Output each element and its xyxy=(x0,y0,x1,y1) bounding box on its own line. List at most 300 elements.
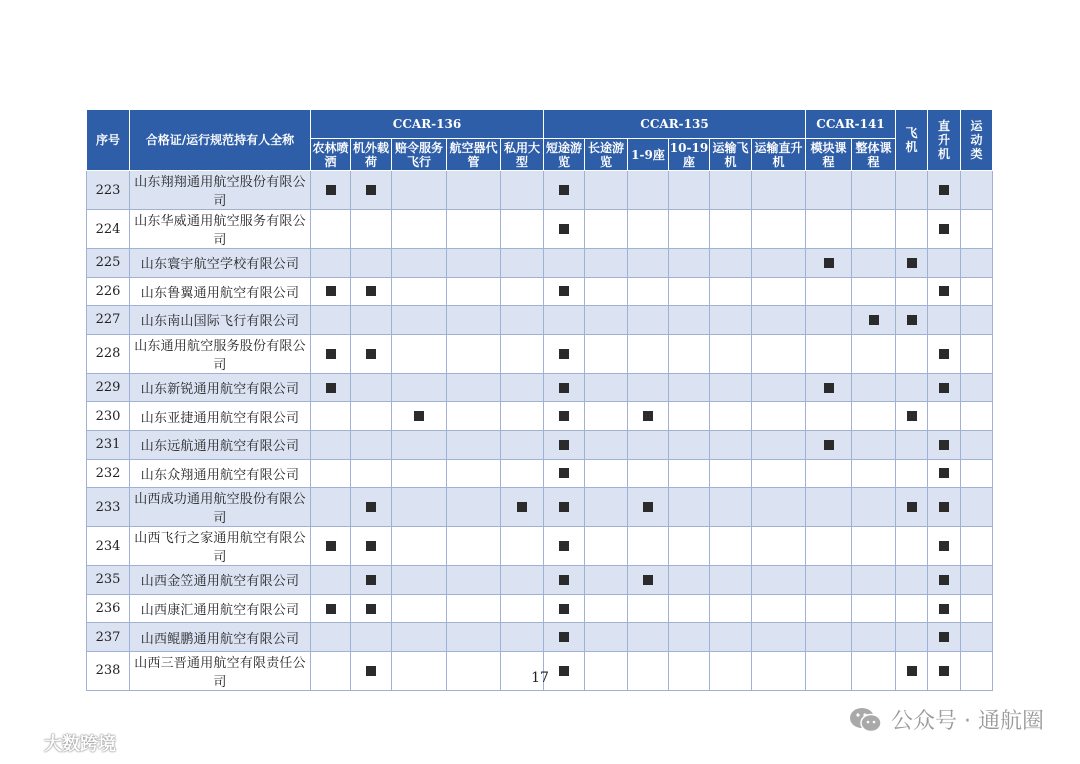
check-square-icon xyxy=(414,411,424,421)
row-cell xyxy=(351,306,392,335)
row-cell xyxy=(806,277,852,306)
watermark-left-text: 大数跨境 xyxy=(44,734,116,755)
check-square-icon xyxy=(326,383,336,393)
check-square-icon xyxy=(824,258,834,268)
certificate-table xyxy=(86,109,993,691)
row-cell xyxy=(392,594,447,623)
check-square-icon xyxy=(326,604,336,614)
table-row xyxy=(87,594,993,623)
row-cell xyxy=(351,249,392,278)
row-index: 237 xyxy=(87,623,130,652)
row-cell xyxy=(806,459,852,488)
row-cell xyxy=(852,249,896,278)
row-index: 223 xyxy=(87,171,130,210)
table-row xyxy=(87,430,993,459)
row-cell xyxy=(447,566,501,595)
row-cell xyxy=(752,459,806,488)
row-cell xyxy=(392,430,447,459)
check-square-icon xyxy=(939,575,949,585)
row-cell xyxy=(447,373,501,402)
row-cell xyxy=(501,249,544,278)
row-cell xyxy=(896,459,928,488)
row-cell xyxy=(961,566,993,595)
subheader-sub_135-5: 运输直升机 xyxy=(752,139,806,171)
row-cell xyxy=(752,334,806,373)
row-cell xyxy=(669,594,710,623)
row-company-name: 山东通用航空服务股份有限公司 xyxy=(130,334,311,373)
row-cell xyxy=(710,527,752,566)
row-cell xyxy=(928,566,961,595)
row-cell xyxy=(752,210,806,249)
row-cell xyxy=(669,488,710,527)
row-cell xyxy=(710,249,752,278)
row-cell xyxy=(896,527,928,566)
row-cell xyxy=(544,527,585,566)
row-index: 229 xyxy=(87,373,130,402)
check-square-icon xyxy=(366,575,376,585)
row-cell xyxy=(351,488,392,527)
check-square-icon xyxy=(559,604,569,614)
row-cell xyxy=(928,210,961,249)
row-cell xyxy=(447,527,501,566)
row-cell xyxy=(710,277,752,306)
wechat-icon xyxy=(849,706,883,734)
row-cell xyxy=(585,488,628,527)
row-cell xyxy=(806,527,852,566)
row-company-name: 山西康汇通用航空有限公司 xyxy=(130,594,311,623)
row-cell xyxy=(752,306,806,335)
row-cell xyxy=(806,594,852,623)
row-cell xyxy=(961,402,993,431)
row-cell xyxy=(447,459,501,488)
row-cell xyxy=(752,566,806,595)
row-cell xyxy=(351,594,392,623)
check-square-icon xyxy=(939,349,949,359)
row-cell xyxy=(501,306,544,335)
row-cell xyxy=(447,430,501,459)
check-square-icon xyxy=(907,411,917,421)
header-group-ccar136: CCAR-136 xyxy=(311,110,544,139)
check-square-icon xyxy=(326,541,336,551)
table-row xyxy=(87,623,993,652)
row-cell xyxy=(447,277,501,306)
check-square-icon xyxy=(366,604,376,614)
row-cell xyxy=(544,171,585,210)
row-cell xyxy=(961,527,993,566)
row-cell xyxy=(311,459,351,488)
row-cell xyxy=(585,277,628,306)
row-cell xyxy=(447,334,501,373)
row-index: 230 xyxy=(87,402,130,431)
row-cell xyxy=(669,430,710,459)
row-cell xyxy=(710,373,752,402)
row-cell xyxy=(628,249,669,278)
row-cell xyxy=(806,488,852,527)
row-cell xyxy=(710,459,752,488)
row-cell xyxy=(896,373,928,402)
check-square-icon xyxy=(643,575,653,585)
row-cell xyxy=(311,171,351,210)
row-cell xyxy=(752,277,806,306)
row-company-name: 山西成功通用航空股份有限公司 xyxy=(130,488,311,527)
row-cell xyxy=(544,430,585,459)
row-cell xyxy=(311,527,351,566)
row-cell xyxy=(544,594,585,623)
row-cell xyxy=(585,430,628,459)
row-cell xyxy=(311,594,351,623)
row-cell xyxy=(628,527,669,566)
row-cell xyxy=(392,334,447,373)
row-cell xyxy=(351,277,392,306)
row-cell xyxy=(752,527,806,566)
row-cell xyxy=(628,459,669,488)
table-row xyxy=(87,459,993,488)
row-cell xyxy=(311,566,351,595)
row-company-name: 山东亚捷通用航空有限公司 xyxy=(130,402,311,431)
row-cell xyxy=(585,402,628,431)
row-company-name: 山西飞行之家通用航空有限公司 xyxy=(130,527,311,566)
check-square-icon xyxy=(326,349,336,359)
check-square-icon xyxy=(939,383,949,393)
row-company-name: 山西金笠通用航空有限公司 xyxy=(130,566,311,595)
row-cell xyxy=(961,459,993,488)
row-cell xyxy=(752,373,806,402)
row-cell xyxy=(961,171,993,210)
check-square-icon xyxy=(326,286,336,296)
check-square-icon xyxy=(326,185,336,195)
row-cell xyxy=(628,402,669,431)
row-cell xyxy=(311,623,351,652)
row-cell xyxy=(806,334,852,373)
row-cell xyxy=(392,488,447,527)
row-cell xyxy=(806,430,852,459)
row-cell xyxy=(501,488,544,527)
check-square-icon xyxy=(939,185,949,195)
row-cell xyxy=(669,334,710,373)
row-cell xyxy=(896,277,928,306)
row-cell xyxy=(544,334,585,373)
row-cell xyxy=(752,623,806,652)
row-cell xyxy=(961,334,993,373)
row-cell xyxy=(544,488,585,527)
subheader-sub_135-2: 1-9座 xyxy=(628,139,669,171)
row-cell xyxy=(928,334,961,373)
subheader-sub_136-1: 机外载荷 xyxy=(351,139,392,171)
row-cell xyxy=(669,402,710,431)
check-square-icon xyxy=(907,502,917,512)
row-cell xyxy=(501,210,544,249)
check-square-icon xyxy=(907,315,917,325)
table-row xyxy=(87,306,993,335)
header-sport: 运动类 xyxy=(961,110,993,171)
check-square-icon xyxy=(559,383,569,393)
table-row xyxy=(87,373,993,402)
row-cell xyxy=(392,171,447,210)
row-cell xyxy=(669,306,710,335)
row-cell xyxy=(544,402,585,431)
row-cell xyxy=(311,306,351,335)
row-cell xyxy=(501,277,544,306)
check-square-icon xyxy=(366,185,376,195)
row-company-name: 山东南山国际飞行有限公司 xyxy=(130,306,311,335)
watermark-left xyxy=(10,730,116,756)
row-cell xyxy=(628,594,669,623)
row-cell xyxy=(447,623,501,652)
row-company-name: 山西鲲鹏通用航空有限公司 xyxy=(130,623,311,652)
row-cell xyxy=(806,373,852,402)
subheader-sub_136-2: 赔令服务飞行 xyxy=(392,139,447,171)
check-square-icon xyxy=(366,541,376,551)
row-cell xyxy=(311,334,351,373)
row-cell xyxy=(896,430,928,459)
check-square-icon xyxy=(939,224,949,234)
row-cell xyxy=(392,566,447,595)
row-cell xyxy=(669,249,710,278)
row-cell xyxy=(669,527,710,566)
row-cell xyxy=(710,210,752,249)
check-square-icon xyxy=(559,575,569,585)
row-cell xyxy=(585,373,628,402)
row-cell xyxy=(852,373,896,402)
check-square-icon xyxy=(559,541,569,551)
row-cell xyxy=(392,306,447,335)
check-square-icon xyxy=(869,315,879,325)
row-cell xyxy=(585,623,628,652)
row-cell xyxy=(896,594,928,623)
row-index: 231 xyxy=(87,430,130,459)
row-cell xyxy=(501,430,544,459)
subheader-sub_135-3: 10-19座 xyxy=(669,140,709,169)
row-cell xyxy=(585,594,628,623)
row-cell xyxy=(710,488,752,527)
row-index: 232 xyxy=(87,459,130,488)
header-group-ccar141: CCAR-141 xyxy=(806,110,896,139)
row-cell xyxy=(351,430,392,459)
row-cell xyxy=(669,373,710,402)
row-index: 234 xyxy=(87,527,130,566)
row-cell xyxy=(852,594,896,623)
row-company-name: 山东华威通用航空服务有限公司 xyxy=(130,210,311,249)
row-cell xyxy=(928,594,961,623)
row-cell xyxy=(311,249,351,278)
row-cell xyxy=(501,594,544,623)
row-cell xyxy=(544,566,585,595)
row-cell xyxy=(351,459,392,488)
row-cell xyxy=(628,566,669,595)
check-square-icon xyxy=(366,349,376,359)
row-cell xyxy=(669,277,710,306)
row-cell xyxy=(628,334,669,373)
subheader-sub_136-0: 农林喷洒 xyxy=(312,140,349,169)
row-cell xyxy=(928,171,961,210)
row-cell xyxy=(501,566,544,595)
row-cell xyxy=(710,402,752,431)
check-square-icon xyxy=(559,502,569,512)
row-cell xyxy=(961,373,993,402)
row-cell xyxy=(351,171,392,210)
row-cell xyxy=(392,527,447,566)
row-cell xyxy=(392,249,447,278)
table-row xyxy=(87,566,993,595)
row-index: 233 xyxy=(87,488,130,527)
table-row xyxy=(87,277,993,306)
row-cell xyxy=(928,402,961,431)
subheader-sub_141-0: 模块课程 xyxy=(806,139,852,171)
row-cell xyxy=(852,459,896,488)
row-cell xyxy=(544,210,585,249)
row-cell xyxy=(447,306,501,335)
row-company-name: 山东鲁翼通用航空有限公司 xyxy=(130,277,311,306)
row-cell xyxy=(928,527,961,566)
row-cell xyxy=(669,210,710,249)
row-cell xyxy=(501,623,544,652)
row-cell xyxy=(928,306,961,335)
row-cell xyxy=(961,210,993,249)
row-cell xyxy=(852,334,896,373)
check-square-icon xyxy=(559,349,569,359)
row-cell xyxy=(351,527,392,566)
row-cell xyxy=(311,402,351,431)
watermark-right-text: 公众号 · 通航圈 xyxy=(891,709,1044,734)
row-cell xyxy=(447,210,501,249)
row-cell xyxy=(928,249,961,278)
row-index: 238 xyxy=(87,651,130,690)
row-cell xyxy=(852,277,896,306)
row-cell xyxy=(752,171,806,210)
row-cell xyxy=(669,623,710,652)
row-cell xyxy=(961,277,993,306)
table-body xyxy=(87,171,993,691)
page-number: 17 xyxy=(531,670,549,686)
table-row xyxy=(87,249,993,278)
row-cell xyxy=(585,249,628,278)
check-square-icon xyxy=(824,383,834,393)
row-cell xyxy=(806,623,852,652)
row-cell xyxy=(501,459,544,488)
row-cell xyxy=(544,306,585,335)
row-cell xyxy=(896,566,928,595)
row-cell xyxy=(806,566,852,595)
row-cell xyxy=(669,171,710,210)
row-cell xyxy=(806,402,852,431)
check-square-icon xyxy=(939,632,949,642)
row-cell xyxy=(311,373,351,402)
row-cell xyxy=(710,334,752,373)
row-cell xyxy=(585,459,628,488)
table-row xyxy=(87,210,993,249)
row-cell xyxy=(628,373,669,402)
row-cell xyxy=(928,373,961,402)
row-cell xyxy=(351,373,392,402)
row-cell xyxy=(896,402,928,431)
row-cell xyxy=(669,459,710,488)
row-cell xyxy=(710,430,752,459)
check-square-icon xyxy=(643,502,653,512)
row-cell xyxy=(447,594,501,623)
row-cell xyxy=(852,171,896,210)
subheader-sub_135-4: 运输飞机 xyxy=(710,139,752,171)
check-square-icon xyxy=(939,440,949,450)
row-company-name: 山东翔翔通用航空股份有限公司 xyxy=(130,171,311,210)
row-cell xyxy=(852,210,896,249)
check-square-icon xyxy=(559,632,569,642)
row-cell xyxy=(501,334,544,373)
row-cell xyxy=(710,594,752,623)
row-cell xyxy=(311,277,351,306)
row-cell xyxy=(710,566,752,595)
row-cell xyxy=(585,527,628,566)
row-cell xyxy=(852,566,896,595)
row-cell xyxy=(351,210,392,249)
check-square-icon xyxy=(366,502,376,512)
row-cell xyxy=(351,566,392,595)
row-cell xyxy=(896,306,928,335)
table-header xyxy=(87,110,993,171)
check-square-icon xyxy=(939,286,949,296)
row-cell xyxy=(710,171,752,210)
check-square-icon xyxy=(907,258,917,268)
row-cell xyxy=(501,527,544,566)
row-cell xyxy=(928,430,961,459)
check-square-icon xyxy=(559,440,569,450)
table-row xyxy=(87,402,993,431)
row-cell xyxy=(585,171,628,210)
header-plane: 飞机 xyxy=(896,110,928,171)
subheader-sub_135-0: 短途游览 xyxy=(544,139,585,171)
row-cell xyxy=(447,249,501,278)
row-cell xyxy=(392,402,447,431)
row-cell xyxy=(447,488,501,527)
row-cell xyxy=(447,402,501,431)
row-cell xyxy=(351,402,392,431)
check-square-icon xyxy=(559,411,569,421)
row-cell xyxy=(896,171,928,210)
row-index: 228 xyxy=(87,334,130,373)
check-square-icon xyxy=(939,604,949,614)
row-cell xyxy=(752,488,806,527)
row-company-name: 山西三晋通用航空有限责任公司 xyxy=(130,651,311,690)
check-square-icon xyxy=(559,224,569,234)
row-cell xyxy=(392,210,447,249)
row-cell xyxy=(752,249,806,278)
row-cell xyxy=(896,249,928,278)
row-cell xyxy=(710,623,752,652)
row-cell xyxy=(501,402,544,431)
row-cell xyxy=(852,402,896,431)
row-cell xyxy=(628,171,669,210)
row-company-name: 山东众翔通用航空有限公司 xyxy=(130,459,311,488)
check-square-icon xyxy=(559,468,569,478)
table-row xyxy=(87,334,993,373)
row-cell xyxy=(852,488,896,527)
check-square-icon xyxy=(939,468,949,478)
row-cell xyxy=(628,488,669,527)
row-cell xyxy=(585,566,628,595)
row-index: 227 xyxy=(87,306,130,335)
brand-logo-icon xyxy=(10,733,40,753)
row-cell xyxy=(806,306,852,335)
header-index: 序号 xyxy=(87,110,130,171)
row-cell xyxy=(501,171,544,210)
row-cell xyxy=(544,249,585,278)
table-row xyxy=(87,171,993,210)
row-cell xyxy=(752,430,806,459)
row-cell xyxy=(392,623,447,652)
row-cell xyxy=(392,459,447,488)
check-square-icon xyxy=(643,411,653,421)
subheader-sub_136-4: 私用大型 xyxy=(501,139,544,171)
row-cell xyxy=(961,594,993,623)
